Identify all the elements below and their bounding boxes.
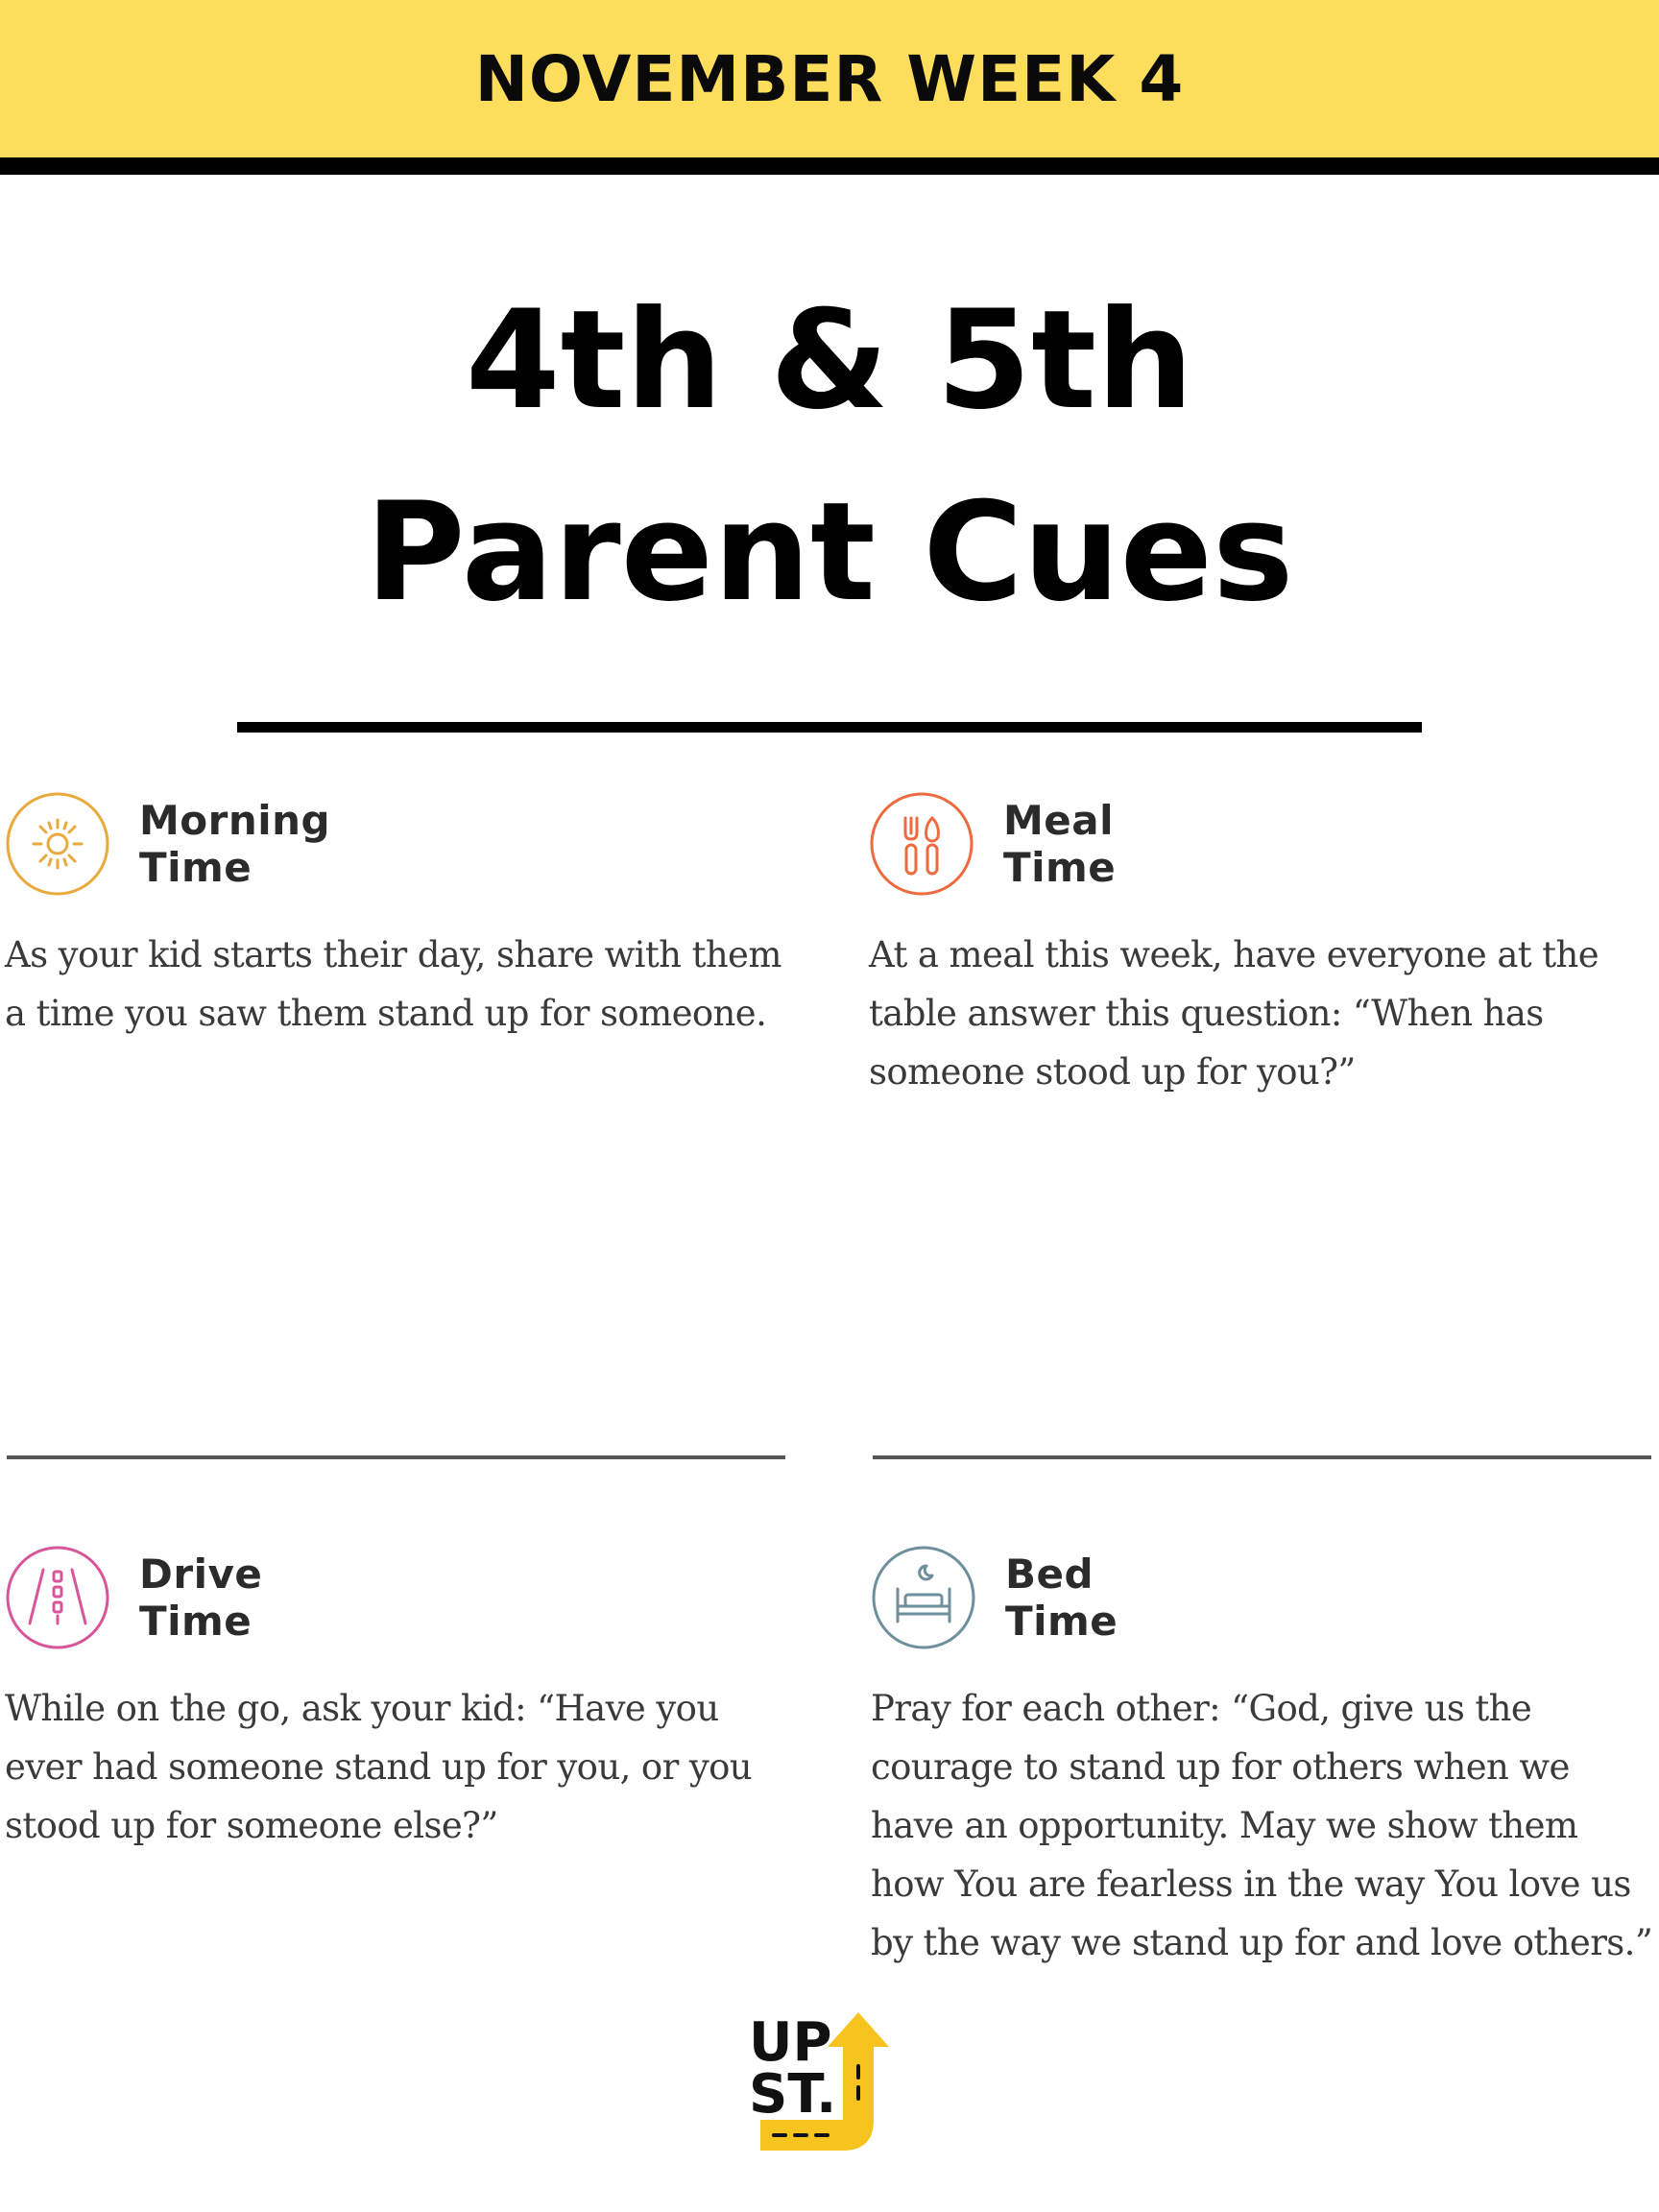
title-divider bbox=[237, 722, 1422, 733]
logo-text-st: ST. bbox=[749, 2063, 837, 2126]
sun-icon bbox=[5, 791, 110, 897]
cue-text-line: a time you saw them stand up for someone. bbox=[5, 993, 767, 1034]
page-title-cues: Parent Cues bbox=[365, 473, 1294, 632]
cue-header bbox=[869, 791, 1116, 897]
cue-text-line: At a meal this week, have everyone at the bbox=[869, 934, 1599, 975]
road-icon bbox=[5, 1545, 110, 1650]
upstreet-logo bbox=[747, 2007, 910, 2160]
cue-text-line: ever had someone stand up for you, or you bbox=[5, 1746, 753, 1788]
cue-text-line: stood up for someone else?” bbox=[5, 1805, 498, 1846]
cue-text-line: Pray for each other: “God, give us the bbox=[871, 1688, 1532, 1729]
cue-text-line: courage to stand up for others when we bbox=[871, 1746, 1570, 1788]
utensils-icon bbox=[869, 791, 974, 897]
cue-text-line: table answer this question: “When has bbox=[869, 993, 1544, 1034]
cue-text-line: have an opportunity. May we show them bbox=[871, 1805, 1578, 1846]
cue-title: Drive Time bbox=[139, 1551, 263, 1645]
cue-text-line: someone stood up for you?” bbox=[869, 1051, 1356, 1093]
cue-text bbox=[5, 1679, 752, 1855]
cue-title: Bed Time bbox=[1005, 1551, 1118, 1645]
cue-header bbox=[5, 1545, 262, 1650]
cue-text bbox=[871, 1679, 1652, 1972]
cue-text-line: While on the go, ask your kid: “Have you bbox=[5, 1688, 719, 1729]
cue-text bbox=[869, 926, 1599, 1101]
logo-text-up: UP bbox=[749, 2011, 832, 2074]
cue-header bbox=[871, 1545, 1118, 1650]
section-divider-left bbox=[7, 1455, 785, 1459]
cue-title: Meal Time bbox=[1003, 797, 1117, 891]
cue-title: Morning Time bbox=[139, 797, 331, 891]
cue-text-line: As your kid starts their day, share with them bbox=[5, 934, 781, 975]
cue-text bbox=[5, 926, 781, 1043]
bed-moon-icon bbox=[871, 1545, 976, 1650]
cue-header bbox=[5, 791, 330, 897]
cue-text-line: how You are fearless in the way You love us bbox=[871, 1863, 1631, 1905]
cue-text-line: by the way we stand up for and love others.” bbox=[871, 1922, 1653, 1963]
section-divider-right bbox=[873, 1455, 1651, 1459]
week-label: NOVEMBER WEEK 4 bbox=[474, 41, 1185, 116]
page-title-grade: 4th & 5th bbox=[465, 281, 1194, 440]
week-banner bbox=[0, 0, 1659, 175]
